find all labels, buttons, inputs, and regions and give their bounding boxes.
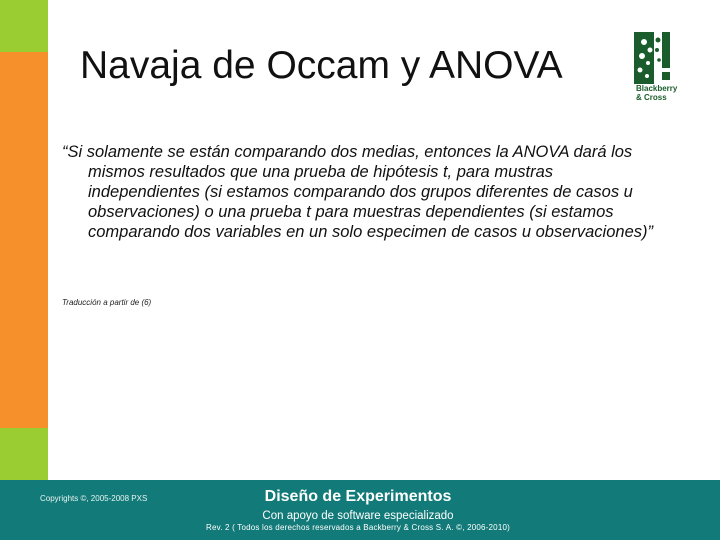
logo-line-1: Blackberry bbox=[636, 84, 678, 93]
logo-text bbox=[636, 84, 696, 102]
left-accent-bar-bottom bbox=[0, 428, 48, 480]
logo-line-2: & Cross bbox=[636, 93, 667, 102]
left-accent-bar-middle bbox=[0, 52, 48, 428]
logo-graphic-icon bbox=[632, 30, 688, 86]
left-accent-bar-top bbox=[0, 0, 48, 52]
slide-title: Navaja de Occam y ANOVA bbox=[80, 44, 563, 87]
footer-course-title: Diseño de Experimentos bbox=[264, 488, 452, 505]
source-citation: Traducción a partir de (6) bbox=[62, 298, 152, 307]
footer-copyright: Copyrights ©, 2005-2008 PXS bbox=[40, 494, 148, 503]
footer-bar bbox=[0, 480, 720, 540]
footer-subtitle: Con apoyo de software especializado bbox=[262, 510, 454, 522]
quote-text: “Si solamente se están comparando dos medias, entonces la ANOVA dará los mismos resultados que una prueba de hipótesis t, para mustras independientes (si estamos comparando dos grupos diferentes de casos u observaciones) o una prueba t para muestras dependientes (si estamos comparando dos variables en un solo especimen de casos u observaciones)” bbox=[62, 143, 653, 241]
footer-revision: Rev. 2 ( Todos los derechos reservados a Backberry & Cross S. A. ©, 2006-2010) bbox=[205, 523, 510, 532]
